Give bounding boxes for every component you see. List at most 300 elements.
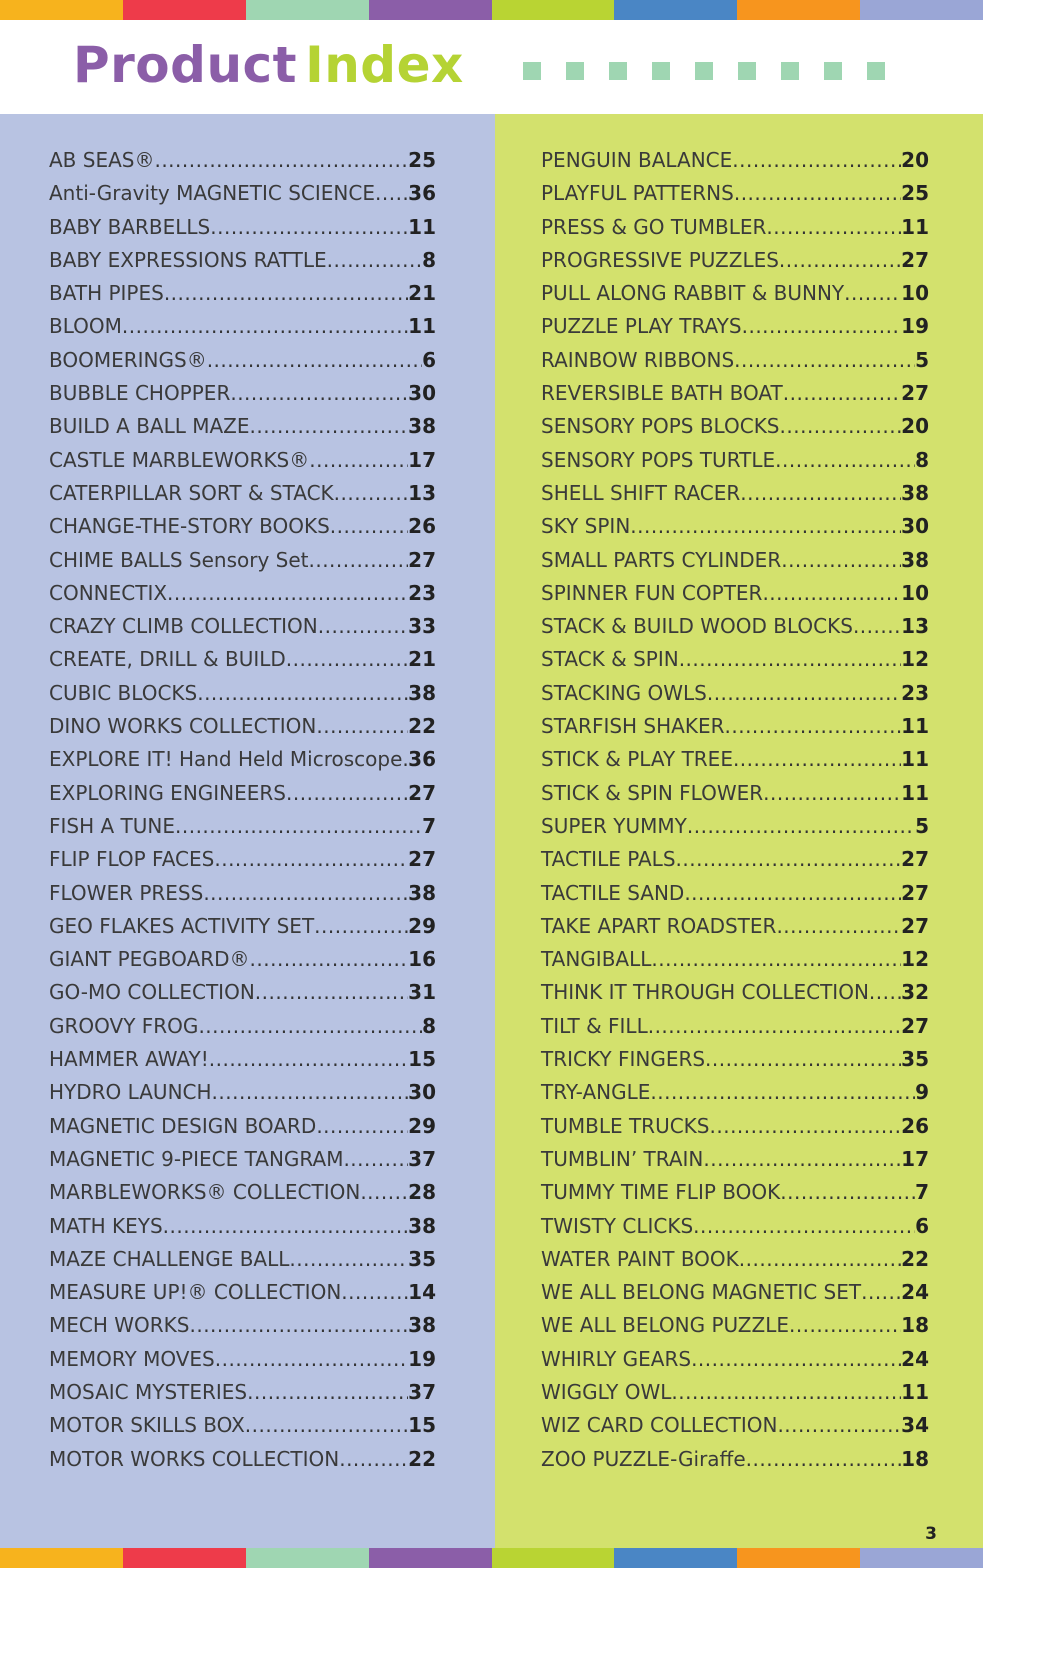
dot-leader bbox=[375, 177, 408, 210]
entry-page-number: 37 bbox=[408, 1146, 436, 1171]
dot-leader bbox=[733, 743, 901, 776]
dot-leader bbox=[189, 1309, 408, 1342]
entry-name: BLOOM bbox=[49, 314, 122, 339]
entry-name: GROOVY FROG bbox=[49, 1013, 199, 1038]
dot-leader bbox=[341, 1276, 408, 1309]
dot-leader bbox=[671, 1376, 901, 1409]
index-entry bbox=[541, 1110, 929, 1143]
index-entry bbox=[541, 1309, 929, 1342]
dot-leader bbox=[214, 843, 408, 876]
dot-leader bbox=[679, 643, 901, 676]
entry-page-number: 21 bbox=[408, 281, 436, 306]
entry-name: TILT & FILL bbox=[541, 1013, 648, 1038]
entry-page-number: 30 bbox=[408, 381, 436, 406]
decorative-square bbox=[781, 62, 799, 80]
entry-name: CRAZY CLIMB COLLECTION bbox=[49, 614, 318, 639]
index-entry bbox=[49, 976, 436, 1009]
index-entry bbox=[541, 710, 929, 743]
dot-leader bbox=[339, 1443, 408, 1476]
stripe-segment bbox=[246, 1548, 369, 1568]
entry-name: MAGNETIC DESIGN BOARD bbox=[49, 1113, 317, 1138]
index-entry bbox=[49, 1276, 436, 1309]
dot-leader bbox=[776, 910, 901, 943]
dot-leader bbox=[734, 344, 915, 377]
index-entry bbox=[49, 1143, 436, 1176]
entry-page-number: 27 bbox=[408, 780, 436, 805]
entry-page-number: 20 bbox=[901, 148, 929, 172]
dot-leader bbox=[334, 477, 408, 510]
dot-leader bbox=[732, 144, 901, 177]
index-entry bbox=[541, 1143, 929, 1176]
entry-name: BATH PIPES bbox=[49, 281, 164, 306]
entry-name: SHELL SHIFT RACER bbox=[541, 480, 741, 505]
title-word-index: Index bbox=[305, 36, 464, 94]
dot-leader bbox=[687, 810, 915, 843]
index-entry bbox=[541, 1409, 929, 1442]
entry-name: AB SEAS® bbox=[49, 148, 155, 172]
entry-name: WIGGLY OWL bbox=[541, 1379, 672, 1404]
entry-name: PLAYFUL PATTERNS bbox=[541, 181, 734, 206]
index-entry bbox=[541, 377, 929, 410]
dot-leader bbox=[250, 943, 409, 976]
entry-page-number: 11 bbox=[901, 747, 929, 772]
entry-page-number: 11 bbox=[901, 1379, 929, 1404]
index-entry bbox=[541, 1276, 929, 1309]
entry-page-number: 27 bbox=[901, 247, 929, 272]
entry-page-number: 22 bbox=[408, 1446, 436, 1471]
entry-page-number: 35 bbox=[408, 1246, 436, 1271]
index-entry bbox=[541, 177, 929, 210]
page-title bbox=[73, 36, 464, 94]
index-entry bbox=[541, 310, 929, 343]
dot-leader bbox=[779, 244, 901, 277]
entry-name: PUZZLE PLAY TRAYS bbox=[541, 314, 742, 339]
stripe-segment bbox=[860, 0, 983, 20]
dot-leader bbox=[250, 410, 409, 443]
stripe-segment bbox=[0, 1548, 123, 1568]
index-entry bbox=[49, 410, 436, 443]
entry-page-number: 12 bbox=[901, 647, 929, 672]
entry-name: WIZ CARD COLLECTION bbox=[541, 1413, 778, 1438]
entry-page-number: 29 bbox=[408, 913, 436, 938]
dot-leader bbox=[289, 1243, 408, 1276]
index-entry bbox=[541, 976, 929, 1009]
entry-page-number: 35 bbox=[901, 1047, 929, 1072]
stripe-segment bbox=[492, 0, 615, 20]
index-entry bbox=[541, 1376, 929, 1409]
right-index-list bbox=[541, 144, 929, 1476]
entry-name: BABY EXPRESSIONS RATTLE bbox=[49, 247, 327, 272]
entry-name: GEO FLAKES ACTIVITY SET bbox=[49, 913, 315, 938]
entry-page-number: 5 bbox=[915, 347, 929, 372]
entry-page-number: 11 bbox=[408, 214, 436, 239]
decorative-square bbox=[738, 62, 756, 80]
entry-name: CREATE, DRILL & BUILD bbox=[49, 647, 286, 672]
entry-page-number: 11 bbox=[408, 314, 436, 339]
entry-name: MOTOR SKILLS BOX bbox=[49, 1413, 245, 1438]
entry-page-number: 8 bbox=[915, 447, 929, 472]
entry-page-number: 21 bbox=[408, 647, 436, 672]
entry-page-number: 26 bbox=[901, 1113, 929, 1138]
entry-name: MAZE CHALLENGE BALL bbox=[49, 1246, 290, 1271]
entry-name: BOOMERINGS® bbox=[49, 347, 207, 372]
entry-page-number: 27 bbox=[901, 847, 929, 872]
dot-leader bbox=[164, 277, 408, 310]
index-entry bbox=[49, 144, 436, 177]
entry-name: WE ALL BELONG MAGNETIC SET bbox=[541, 1280, 862, 1305]
entry-name: FLOWER PRESS bbox=[49, 880, 204, 905]
entry-page-number: 10 bbox=[901, 281, 929, 306]
dot-leader bbox=[734, 177, 901, 210]
dot-leader bbox=[707, 677, 901, 710]
index-entry bbox=[49, 1443, 436, 1476]
entry-name: DINO WORKS COLLECTION bbox=[49, 714, 317, 739]
entry-page-number: 8 bbox=[422, 247, 436, 272]
dot-leader bbox=[710, 1110, 902, 1143]
entry-name: WE ALL BELONG PUZZLE bbox=[541, 1313, 789, 1338]
dot-leader bbox=[207, 344, 422, 377]
dot-leader bbox=[163, 1210, 408, 1243]
index-entry bbox=[49, 211, 436, 244]
index-entry bbox=[49, 710, 436, 743]
index-entry bbox=[49, 244, 436, 277]
entry-page-number: 15 bbox=[408, 1047, 436, 1072]
stripe-segment bbox=[246, 0, 369, 20]
entry-page-number: 15 bbox=[408, 1413, 436, 1438]
dot-leader bbox=[781, 544, 901, 577]
index-entry bbox=[49, 1076, 436, 1109]
dot-leader bbox=[740, 477, 901, 510]
dot-leader bbox=[215, 1343, 408, 1376]
entry-page-number: 23 bbox=[408, 580, 436, 605]
decorative-square bbox=[523, 62, 541, 80]
entry-name: MAGNETIC 9-PIECE TANGRAM bbox=[49, 1146, 344, 1171]
index-entry bbox=[541, 477, 929, 510]
entry-name: CUBIC BLOCKS bbox=[49, 680, 198, 705]
dot-leader bbox=[783, 377, 901, 410]
index-entry bbox=[541, 510, 929, 543]
index-entry bbox=[541, 1076, 929, 1109]
entry-name: MEASURE UP!® COLLECTION bbox=[49, 1280, 342, 1305]
dot-leader bbox=[309, 444, 408, 477]
entry-name: GO-MO COLLECTION bbox=[49, 980, 255, 1005]
entry-page-number: 24 bbox=[901, 1280, 929, 1305]
index-entry bbox=[49, 743, 436, 776]
index-entry bbox=[541, 1243, 929, 1276]
entry-page-number: 30 bbox=[901, 514, 929, 539]
decorative-square bbox=[695, 62, 713, 80]
index-entry bbox=[541, 1343, 929, 1376]
index-entry bbox=[49, 677, 436, 710]
entry-name: SUPER YUMMY bbox=[541, 813, 687, 838]
entry-page-number: 38 bbox=[408, 414, 436, 439]
entry-page-number: 26 bbox=[408, 514, 436, 539]
index-entry bbox=[541, 743, 929, 776]
entry-name: BUBBLE CHOPPER bbox=[49, 381, 231, 406]
dot-leader bbox=[763, 777, 901, 810]
dot-leader bbox=[853, 610, 901, 643]
page-number: 3 bbox=[925, 1524, 937, 1544]
dot-leader bbox=[780, 410, 902, 443]
entry-name: MECH WORKS bbox=[49, 1313, 190, 1338]
dot-leader bbox=[739, 1243, 901, 1276]
stripe-segment bbox=[614, 0, 737, 20]
dot-leader bbox=[651, 943, 901, 976]
decorative-square bbox=[867, 62, 885, 80]
dot-leader bbox=[861, 1276, 901, 1309]
index-entry bbox=[541, 410, 929, 443]
dot-leader bbox=[210, 211, 408, 244]
entry-name: FLIP FLOP FACES bbox=[49, 847, 215, 872]
index-entry bbox=[49, 1043, 436, 1076]
entry-page-number: 17 bbox=[901, 1146, 929, 1171]
right-index-column bbox=[495, 114, 983, 1548]
entry-page-number: 18 bbox=[901, 1313, 929, 1338]
entry-page-number: 10 bbox=[901, 580, 929, 605]
dot-leader bbox=[314, 910, 408, 943]
entry-page-number: 28 bbox=[408, 1180, 436, 1205]
entry-page-number: 27 bbox=[408, 547, 436, 572]
index-entry bbox=[541, 444, 929, 477]
entry-name: SENSORY POPS BLOCKS bbox=[541, 414, 780, 439]
entry-name: TRICKY FINGERS bbox=[541, 1047, 706, 1072]
entry-page-number: 36 bbox=[408, 181, 436, 206]
entry-page-number: 5 bbox=[915, 813, 929, 838]
dot-leader bbox=[203, 877, 408, 910]
entry-page-number: 33 bbox=[408, 614, 436, 639]
entry-page-number: 17 bbox=[408, 447, 436, 472]
entry-name: MATH KEYS bbox=[49, 1213, 163, 1238]
entry-name: WHIRLY GEARS bbox=[541, 1346, 692, 1371]
stripe-segment bbox=[369, 0, 492, 20]
entry-name: PROGRESSIVE PUZZLES bbox=[541, 247, 779, 272]
entry-name: STACKING OWLS bbox=[541, 680, 707, 705]
index-entry bbox=[49, 810, 436, 843]
decorative-square bbox=[566, 62, 584, 80]
stripe-segment bbox=[123, 0, 246, 20]
dot-leader bbox=[703, 1143, 901, 1176]
entry-page-number: 38 bbox=[408, 880, 436, 905]
entry-page-number: 22 bbox=[408, 714, 436, 739]
dot-leader bbox=[869, 976, 901, 1009]
index-entry bbox=[49, 843, 436, 876]
dot-leader bbox=[777, 1409, 901, 1442]
stripe-segment bbox=[123, 1548, 246, 1568]
entry-name: CHANGE-THE-STORY BOOKS bbox=[49, 514, 330, 539]
entry-name: TWISTY CLICKS bbox=[541, 1213, 694, 1238]
entry-page-number: 23 bbox=[901, 680, 929, 705]
entry-page-number: 36 bbox=[408, 747, 436, 772]
entry-page-number: 7 bbox=[915, 1180, 929, 1205]
dot-leader bbox=[775, 444, 915, 477]
entry-page-number: 16 bbox=[408, 947, 436, 972]
entry-name: ZOO PUZZLE-Giraffe bbox=[541, 1446, 746, 1471]
index-entry bbox=[541, 244, 929, 277]
entry-name: MARBLEWORKS® COLLECTION bbox=[49, 1180, 361, 1205]
index-entry bbox=[49, 177, 436, 210]
dot-leader bbox=[167, 577, 408, 610]
entry-name: HYDRO LAUNCH bbox=[49, 1080, 212, 1105]
entry-name: RAINBOW RIBBONS bbox=[541, 347, 735, 372]
entry-page-number: 38 bbox=[408, 680, 436, 705]
index-entry bbox=[49, 277, 436, 310]
dot-leader bbox=[648, 1010, 901, 1043]
stripe-segment bbox=[737, 1548, 860, 1568]
index-entry bbox=[49, 1309, 436, 1342]
entry-name: EXPLORE IT! Hand Held Microscope bbox=[49, 747, 403, 772]
entry-name: PULL ALONG RABBIT & BUNNY bbox=[541, 281, 845, 306]
entry-page-number: 29 bbox=[408, 1113, 436, 1138]
entry-name: THINK IT THROUGH COLLECTION bbox=[541, 980, 869, 1005]
index-entry bbox=[49, 377, 436, 410]
index-entry bbox=[49, 1243, 436, 1276]
entry-page-number: 19 bbox=[901, 314, 929, 339]
index-entry bbox=[541, 877, 929, 910]
dot-leader bbox=[650, 1076, 915, 1109]
entry-page-number: 19 bbox=[408, 1346, 436, 1371]
dot-leader bbox=[684, 877, 901, 910]
entry-name: SPINNER FUN COPTER bbox=[541, 580, 763, 605]
entry-name: STACK & BUILD WOOD BLOCKS bbox=[541, 614, 853, 639]
entry-page-number: 25 bbox=[901, 181, 929, 206]
entry-name: MOTOR WORKS COLLECTION bbox=[49, 1446, 340, 1471]
dot-leader bbox=[255, 976, 408, 1009]
entry-name: SMALL PARTS CYLINDER bbox=[541, 547, 782, 572]
entry-name: CATERPILLAR SORT & STACK bbox=[49, 480, 334, 505]
dot-leader bbox=[286, 777, 408, 810]
dot-leader bbox=[693, 1210, 915, 1243]
index-entry bbox=[541, 910, 929, 943]
dot-leader bbox=[197, 677, 408, 710]
entry-page-number: 27 bbox=[901, 913, 929, 938]
index-entry bbox=[49, 777, 436, 810]
dot-leader bbox=[154, 144, 408, 177]
entry-name: FISH A TUNE bbox=[49, 813, 175, 838]
index-entry bbox=[49, 943, 436, 976]
entry-page-number: 11 bbox=[901, 714, 929, 739]
entry-page-number: 38 bbox=[408, 1313, 436, 1338]
dot-leader bbox=[705, 1043, 901, 1076]
entry-name: EXPLORING ENGINEERS bbox=[49, 780, 287, 805]
entry-name: SENSORY POPS TURTLE bbox=[541, 447, 776, 472]
stripe-segment bbox=[0, 0, 123, 20]
entry-page-number: 9 bbox=[915, 1080, 929, 1105]
dot-leader bbox=[630, 510, 901, 543]
entry-name: HAMMER AWAY! bbox=[49, 1047, 209, 1072]
entry-page-number: 32 bbox=[901, 980, 929, 1005]
index-entry bbox=[49, 544, 436, 577]
entry-page-number: 38 bbox=[408, 1213, 436, 1238]
entry-page-number: 24 bbox=[901, 1346, 929, 1371]
entry-name: TACTILE SAND bbox=[541, 880, 685, 905]
entry-page-number: 18 bbox=[901, 1446, 929, 1471]
stripe-segment bbox=[492, 1548, 615, 1568]
stripe-segment bbox=[369, 1548, 492, 1568]
index-entry bbox=[541, 843, 929, 876]
dot-leader bbox=[122, 310, 408, 343]
index-entry bbox=[541, 277, 929, 310]
index-entry bbox=[49, 1376, 436, 1409]
entry-name: PENGUIN BALANCE bbox=[541, 148, 733, 172]
index-entry bbox=[541, 810, 929, 843]
index-entry bbox=[49, 610, 436, 643]
index-entry bbox=[541, 943, 929, 976]
entry-page-number: 31 bbox=[408, 980, 436, 1005]
entry-page-number: 38 bbox=[901, 480, 929, 505]
entry-name: STARFISH SHAKER bbox=[541, 714, 725, 739]
entry-name: GIANT PEGBOARD® bbox=[49, 947, 250, 972]
index-entry bbox=[541, 777, 929, 810]
index-entry bbox=[49, 1010, 436, 1043]
entry-page-number: 20 bbox=[901, 414, 929, 439]
index-entry bbox=[49, 344, 436, 377]
entry-page-number: 7 bbox=[422, 813, 436, 838]
entry-page-number: 27 bbox=[901, 880, 929, 905]
entry-name: WATER PAINT BOOK bbox=[541, 1246, 739, 1271]
dot-leader bbox=[844, 277, 901, 310]
index-entry bbox=[541, 677, 929, 710]
dot-leader bbox=[766, 211, 901, 244]
dot-leader bbox=[327, 244, 422, 277]
index-entry bbox=[541, 610, 929, 643]
entry-name: MOSAIC MYSTERIES bbox=[49, 1379, 248, 1404]
entry-page-number: 34 bbox=[901, 1413, 929, 1438]
entry-name: STICK & SPIN FLOWER bbox=[541, 780, 764, 805]
decorative-square bbox=[609, 62, 627, 80]
dot-leader bbox=[676, 843, 902, 876]
dot-leader bbox=[316, 710, 408, 743]
stripe-segment bbox=[737, 0, 860, 20]
entry-name: TAKE APART ROADSTER bbox=[541, 913, 777, 938]
index-entry bbox=[541, 1176, 929, 1209]
entry-page-number: 37 bbox=[408, 1379, 436, 1404]
index-entry bbox=[541, 1210, 929, 1243]
entry-name: BUILD A BALL MAZE bbox=[49, 414, 250, 439]
entry-page-number: 27 bbox=[408, 847, 436, 872]
index-entry bbox=[49, 444, 436, 477]
decorative-square bbox=[824, 62, 842, 80]
entry-name: TRY-ANGLE bbox=[541, 1080, 651, 1105]
dot-leader bbox=[360, 1176, 408, 1209]
entry-page-number: 27 bbox=[901, 381, 929, 406]
top-color-stripe bbox=[0, 0, 983, 20]
entry-name: STACK & SPIN bbox=[541, 647, 679, 672]
entry-name: TUMBLE TRUCKS bbox=[541, 1113, 710, 1138]
entry-name: TUMBLIN’ TRAIN bbox=[541, 1146, 704, 1171]
dot-leader bbox=[316, 1110, 408, 1143]
index-entry bbox=[49, 1343, 436, 1376]
entry-page-number: 30 bbox=[408, 1080, 436, 1105]
entry-name: CASTLE MARBLEWORKS® bbox=[49, 447, 310, 472]
dot-leader bbox=[212, 1076, 409, 1109]
index-entry bbox=[541, 643, 929, 676]
dot-leader bbox=[746, 1443, 902, 1476]
entry-page-number: 13 bbox=[408, 480, 436, 505]
index-entry bbox=[541, 1443, 929, 1476]
left-index-list bbox=[49, 144, 436, 1476]
index-entry bbox=[541, 1043, 929, 1076]
entry-name: STICK & PLAY TREE bbox=[541, 747, 733, 772]
index-entry bbox=[541, 211, 929, 244]
dot-leader bbox=[245, 1409, 408, 1442]
entry-page-number: 6 bbox=[422, 347, 436, 372]
entry-page-number: 12 bbox=[901, 947, 929, 972]
dot-leader bbox=[343, 1143, 408, 1176]
entry-name: CONNECTIX bbox=[49, 580, 168, 605]
dot-leader bbox=[742, 310, 902, 343]
index-entry bbox=[49, 877, 436, 910]
entry-name: TANGIBALL bbox=[541, 947, 652, 972]
